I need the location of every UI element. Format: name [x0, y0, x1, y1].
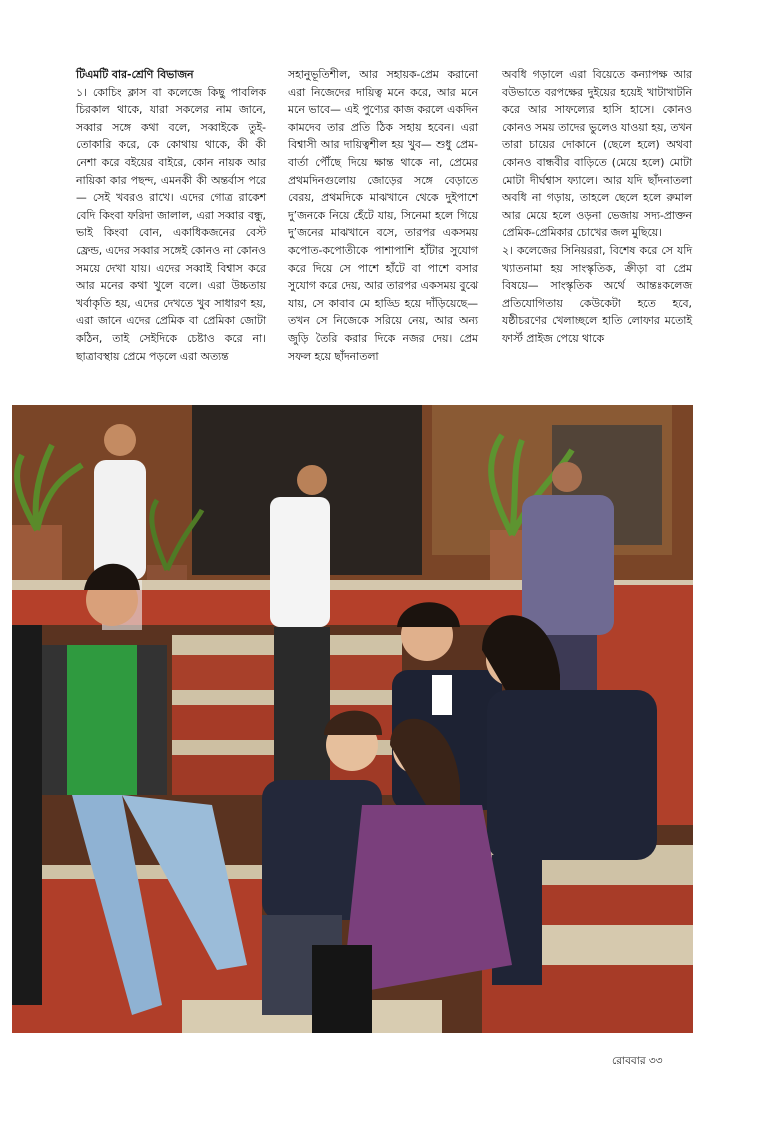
- page-folio: রোববার ৩৩: [612, 1055, 663, 1067]
- paragraph-2: ২। কলেজের সিনিয়ররা, বিশেষ করে সে যদি খ্যাতনামা হয় সাংস্কৃতিক, ক্রীড়া বা প্রেম বিষয়ে— সাংস্কৃতিক অর্থে আন্তঃকলেজ প্রতিযোগিতায় কেউকেটা হতে হবে, যষ্ঠীচরণের খেলাচ্ছলে হাতি লোফার মতোই ফার্স্ট প্রাইজ পেয়ে থাকে: [502, 243, 692, 345]
- student-left-edge: [12, 625, 42, 1005]
- paragraph-1: ১। কোচিং ক্লাস বা কলেজে কিছু পাবলিক চিরকাল থাকে, যারা সকলের নাম জানে, সব্বার সঙ্গে কথা বলে, সব্বাইকে তুই-তোকারি করে, কে কোথায় থাকে, কী কী নেশা করে বইয়ের বাইরে, কোন নায়ক আর নায়িকা কার পছন্দ, এমনকী কী অন্তর্বাস পরে— সেই খবরও রাখে। এদের গোত্র রাকেশ বেদি কিংবা ফরিদা জালাল, এরা সব্বার বন্ধু, ভাই কিংবা বোন, একাধিকজনের বেস্ট ফ্রেন্ড, এদের সব্বার সঙ্গেই কোনও না কোনও সময়ে দেখা যায়। এদের সব্বাই বিশ্বাস করে আর মনের কথা খুলে বলে। এরা উচ্চতায় খর্বাকৃতি হয়, এদের দেখতে খুব সাধারণ হয়, এরা জানে এদের প্রেমিক বা প্রেমিকা জোটা কঠিন, তাই সেইদিকে চেষ্টাও করে না। ছাত্রাবস্থায় প্রেমে পড়লে এরা অত্যন্ত: [76, 85, 266, 363]
- paragraph-1-end: অবধি গড়ালে এরা বিয়েতে কন্যাপক্ষ আর বউভাতে বরপক্ষের দুইয়ের হয়েই খাটাখাটনি করে আর সাফল্যের হাসি হাসে। কোনও কোনও সময় তাদের ভুলেও যাওয়া হয়, তখন তারা চায়ের দোকানে (ছেলে হলে) অথবা কোনও বান্ধবীর বাড়িতে (মেয়ে হলে) মোটা মোটা দীর্ঘশ্বাস ফ্যালে। আর যদি ছাঁদনাতলা অবধি না গড়ায়, তাহলে ছেলে হলে রুমাল আর মেয়ে হলে ওড়না ভেজায় সদ্য-প্রাক্তন প্রেমিক-প্রেমিকার চোখের জল মুছিয়ে।: [502, 68, 692, 240]
- students-photo-illustration: [12, 405, 693, 1033]
- walking-man-center: [270, 465, 330, 787]
- students-photo: [12, 405, 693, 1033]
- section-heading: টিএমটি বার-শ্রেণি বিভাজন: [76, 68, 194, 81]
- text-column-3: [502, 66, 692, 348]
- paragraph-1-continued: সহানুভূতিশীল, আর সহায়ক-প্রেম করানো এরা নিজেদের দায়িত্ব মনে করে, আর মনে মনে ভাবে— এই পুণ্যের কাজ করলে একদিন কামদেব তার প্রতি ঠিক সহায় হবেন। এরা বিশ্বাসী আর দায়িত্বশীল হয় খুব— শুধু প্রেম-বার্তা পৌঁছে দিয়ে ক্ষান্ত থাকে না, প্রেমের প্রথমদিনগুলোয় জোড়ের সঙ্গে বেড়াতে বেরয়, প্রথমদিকে মাঝখানে থেকে দুইপাশে দু’জনকে নিয়ে হেঁটে যায়, সিনেমা হলে গিয়ে দু’জনের মাঝখানে বসে, তারপর একসময় কপোত-কপোতীকে পাশাপাশি হাঁটার সুযোগ করে দিয়ে সে পাশে হাঁটে বা পাশে বসার সুযোগ করে দেয়, আর তারপর একসময় বুঝে যায়, সে কাবাব মে হাড্ডি হয়ে দাঁড়িয়েছে— তখন সে নিজেকে সরিয়ে নেয়, আর অন্য জুড়ি তৈরি করার দিকে নজর দেয়। প্রেম সফল হয়ে ছাঁদনাতলা: [288, 68, 478, 363]
- text-column-1: [76, 66, 266, 365]
- text-column-2: [288, 66, 478, 365]
